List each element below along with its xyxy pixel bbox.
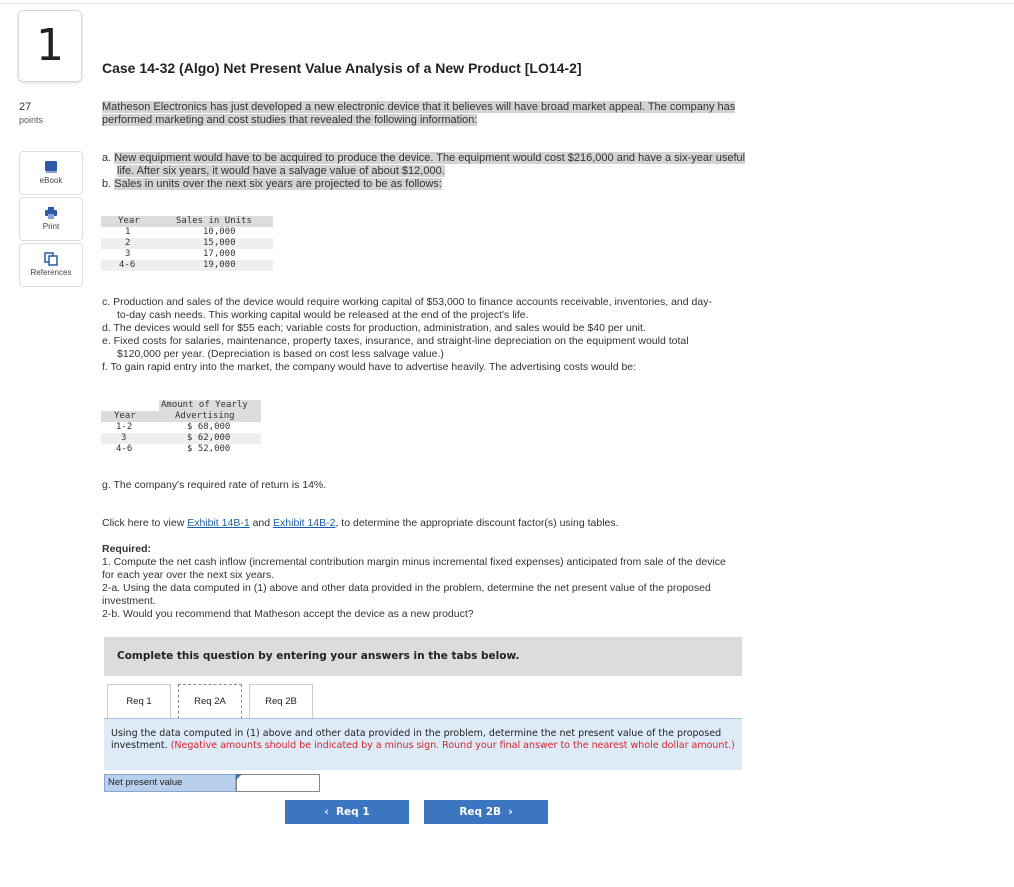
table-header-row	[101, 411, 261, 422]
items-c-f	[102, 296, 712, 374]
sales-year-cell: 3	[125, 249, 131, 259]
sales-table	[101, 216, 273, 272]
exhibit-text-after: , to determine the appropriate discount factor(s) using tables.	[335, 517, 619, 529]
item-c-line-2: to-day cash needs. This working capital would be released at the end of the project's life.	[117, 309, 529, 321]
intro-line-2: performed marketing and cost studies that revealed the following information:	[102, 114, 478, 126]
print-label: Print	[42, 222, 60, 231]
adv-amount-cell: $ 52,000	[187, 444, 231, 454]
item-b-line-1: Sales in units over the next six years are projected to be as follows:	[114, 178, 442, 190]
next-button-label: Req 2B	[459, 806, 502, 818]
table-row	[101, 260, 273, 271]
chevron-right-icon: ›	[508, 806, 513, 818]
adv-header-amount-1	[159, 400, 261, 411]
sales-year-cell: 1	[125, 227, 131, 237]
printer-icon	[44, 206, 58, 220]
table-row	[101, 227, 273, 238]
sales-units-cell: 15,000	[203, 238, 236, 248]
exhibit-line	[102, 517, 619, 530]
sales-header-units: Sales in Units	[176, 216, 252, 226]
exhibit-text-before: Click here to view	[102, 517, 188, 529]
table-row	[101, 238, 273, 249]
table-row	[101, 249, 273, 260]
item-f: f. To gain rapid entry into the market, the company would have to advertise heavily. The advertising costs would be:	[102, 361, 637, 373]
complete-banner: Complete this question by entering your answers in the tabs below.	[104, 637, 742, 676]
references-label: References	[30, 268, 72, 277]
question-number: 1	[18, 10, 82, 82]
ebook-button[interactable]	[19, 151, 83, 195]
adv-amount-cell: $ 62,000	[187, 433, 231, 443]
instruction-text: Using the data computed in (1) above and other data provided in the problem, determine the net present value of the proposed investment.	[111, 728, 722, 751]
adv-year-cell: 1-2	[116, 422, 133, 432]
book-icon	[44, 160, 58, 174]
chevron-left-icon: ‹	[324, 806, 329, 818]
required-heading: Required:	[102, 543, 152, 555]
sales-units-cell: 19,000	[203, 260, 236, 270]
print-button[interactable]	[19, 197, 83, 241]
copy-icon	[44, 252, 58, 266]
adv-header-year: Year	[114, 411, 136, 421]
sales-header-year: Year	[118, 216, 140, 226]
item-c-line-1: c. Production and sales of the device would require working capital of $53,000 to finance accounts receivable, inventories, and day-	[102, 296, 712, 308]
tab-req-2b[interactable]: Req 2B	[249, 684, 313, 718]
table-row	[101, 433, 261, 444]
item-a-prefix: a.	[102, 152, 115, 164]
required-2b: 2-b. Would you recommend that Matheson accept the device as a new product?	[102, 608, 474, 620]
sales-units-cell: 10,000	[203, 227, 236, 237]
required-2a-line-1: 2-a. Using the data computed in (1) above and other data provided in the problem, determine the net present value of the proposed	[102, 582, 711, 594]
item-e-line-2: $120,000 per year. (Depreciation is based on cost less salvage value.)	[117, 348, 444, 360]
table-row	[101, 444, 261, 455]
intro-line-1: Matheson Electronics has just developed a new electronic device that it believes will have broad market appeal. The company has	[102, 101, 736, 113]
points-label: points	[19, 115, 44, 125]
adv-header-amount-line-1: Amount of Yearly	[161, 400, 248, 410]
next-req-2b-button[interactable]	[424, 800, 548, 824]
intro-paragraph	[102, 101, 735, 127]
top-divider	[0, 3, 1014, 4]
tab-req-2a[interactable]: Req 2A	[178, 684, 242, 719]
item-a-line-1: New equipment would have to be acquired to produce the device. The equipment would cost $216,000 and have a six-year useful	[114, 152, 746, 164]
instruction-warning: (Negative amounts should be indicated by a minus sign. Round your final answer to the nearest whole dollar amount.)	[170, 740, 735, 751]
npv-input[interactable]	[236, 774, 320, 792]
required-1-line-2: for each year over the next six years.	[102, 569, 275, 581]
item-a-b	[102, 152, 745, 191]
sales-year-cell: 4-6	[119, 260, 136, 270]
sales-units-cell: 17,000	[203, 249, 236, 259]
item-d: d. The devices would sell for $55 each; variable costs for production, administration, and sales would be $40 per unit.	[102, 322, 646, 334]
item-e-line-1: e. Fixed costs for salaries, maintenance, property taxes, insurance, and straight-line depreciation on the equipment would total	[102, 335, 689, 347]
adv-year-cell: 3	[121, 433, 127, 443]
tab-req-1[interactable]: Req 1	[107, 684, 171, 718]
item-a-line-2: life. After six years, it would have a salvage value of about $12,000.	[117, 165, 445, 177]
references-button[interactable]	[19, 243, 83, 287]
adv-header-amount-line-2: Advertising	[175, 411, 235, 421]
prev-req-1-button[interactable]	[285, 800, 409, 824]
adv-year-cell: 4-6	[116, 444, 133, 454]
adv-amount-cell: $ 68,000	[187, 422, 231, 432]
required-2a-line-2: investment.	[102, 595, 156, 607]
item-b-prefix: b.	[102, 178, 115, 190]
npv-label: Net present value	[104, 774, 236, 792]
exhibit-text-middle: and	[249, 517, 274, 529]
sales-year-cell: 2	[125, 238, 131, 248]
required-1-line-1: 1. Compute the net cash inflow (incremental contribution margin minus incremental fixed expenses) anticipated from sale of the device	[102, 556, 726, 568]
prev-button-label: Req 1	[335, 806, 370, 818]
table-row	[101, 422, 261, 433]
exhibit-14b2-link[interactable]: Exhibit 14B-2	[273, 517, 336, 529]
points-value: 27	[19, 101, 32, 113]
advertising-table	[101, 400, 261, 456]
page-title: Case 14-32 (Algo) Net Present Value Analysis of a New Product [LO14-2]	[102, 60, 582, 76]
table-header-row	[101, 216, 273, 227]
input-corner-marker	[236, 774, 242, 780]
exhibit-14b1-link[interactable]: Exhibit 14B-1	[187, 517, 250, 529]
required-section	[102, 543, 726, 621]
instruction-panel	[104, 718, 742, 770]
item-g: g. The company's required rate of return is 14%.	[102, 479, 327, 491]
ebook-label: eBook	[39, 176, 63, 185]
